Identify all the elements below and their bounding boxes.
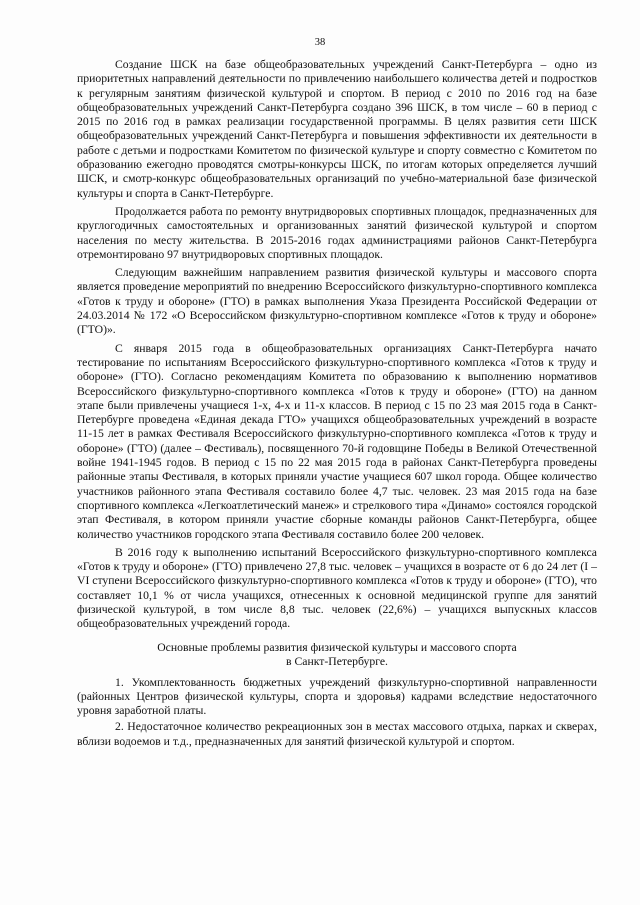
paragraph-gto-2015: С января 2015 года в общеобразовательных организациях Санкт-Петербурга начато тестирование по испытаниям Всероссийского физкультурно-спортивного комплекса «Готов к труду и обороне» (ГТО). Согласно рекомендациям Комитета по образованию к выполнению нормативов Всероссийского физкультурно-спортивного комплекса «Готов к труду и обороне» (ГТО) на данном этапе были привлечены учащиеся 1-х, 4-х и 11-х классов. В период с 15 по 23 мая 2015 года в Санкт-Петербурге проведена «Единая декада ГТО» учащихся общеобразовательных учреждений в возрасте 11-15 лет в рамках Фестиваля Всероссийского физкультурно-спортивного комплекса «Готов к труду и обороне» (ГТО) (далее – Фестиваль), посвященного 70-й годовщине Победы в Великой Отечественной войне 1941-1945 годов. В период с 15 по 22 мая 2015 года в районах Санкт-Петербурга проведены районные этапы Фестиваля, в которых приняли участие учащиеся 607 школ города. Общее количество участников районного этапа Фестиваля составило более 4,7 тыс. человек. 23 мая 2015 года на базе спортивного комплекса «Легкоатлетический манеж» и стрелкового тира «Динамо» состоялся городской этап Фестиваля, в котором приняли участие сборные команды районов Санкт-Петербурга, общее количество участников городского этапа Фестиваля составило более 200 человек. [77,341,597,541]
paragraph-shsk: Создание ШСК на базе общеобразовательных учреждений Санкт-Петербурга – одно из приоритетных направлений деятельности по привлечению наибольшего количества детей и подростков к регулярным занятиям физической культурой и спортом. В период с 2010 по 2016 год на базе общеобразовательных учреждений Санкт-Петербурга создано 396 ШСК, в том числе – 60 в период с 2015 по 2016 год в рамках реализации государственной программы. В целях развития сети ШСК общеобразовательных учреждений Санкт-Петербурга и повышения эффективности их деятельности в работе с детьми и подростками Комитетом по физической культуре и спорту совместно с Комитетом по образованию ежегодно проводятся смотры-конкурсы ШСК, по итогам которых определяется лучший ШСК, и смотр-конкурс общеобразовательных организаций по учебно-материальной базе физической культуры и спорта в Санкт-Петербурге. [77,58,597,200]
section-heading-line-1: Основные проблемы развития физической культуры и массового спорта [157,640,517,654]
problem-item-1: 1. Укомплектованность бюджетных учреждений физкультурно-спортивной направленности (районных Центров физической культуры, спорта и здоровья) кадрами вследствие недостаточного уровня заработной платы. [77,675,597,718]
paragraph-gto-2016: В 2016 году к выполнению испытаний Всероссийского физкультурно-спортивного комплекса «Готов к труду и обороне» (ГТО) привлечено 27,8 тыс. человек – учащихся в возрасте от 6 до 24 лет (I – VI ступени Всероссийского физкультурно-спортивного комплекса «Готов к труду и обороне» (ГТО), что составляет 10,1 % от числа учащихся, отнесенных к основной медицинской группе для занятий физической культурой, в том числе 8,8 тыс. человек (22,6%) – учащихся выпускных классов общеобразовательных учреждений города. [77,545,597,631]
paragraph-gto-direction: Следующим важнейшим направлением развития физической культуры и массового спорта является проведение мероприятий по внедрению Всероссийского физкультурно-спортивного комплекса «Готов к труду и обороне» (ГТО) в рамках выполнения Указа Президента Российской Федерации от 24.03.2014 № 172 «О Всероссийском физкультурно-спортивном комплексе «Готов к труду и обороне» (ГТО)». [77,266,597,337]
section-heading [77,641,597,670]
problem-item-2: 2. Недостаточное количество рекреационных зон в местах массового отдыха, парках и скверах, вблизи водоемов и т.д., предназначенных для занятий физической культурой и спортом. [77,720,597,748]
section-heading-line-2: в Санкт-Петербурге. [286,655,388,669]
paragraph-sports-grounds: Продолжается работа по ремонту внутридворовых спортивных площадок, предназначенных для круглогодичных самостоятельных и организованных занятий физической культурой и спортом населения по месту жительства. В 2015-2016 годах администрациями районов Санкт-Петербурга отремонтировано 97 внутридворовых спортивных площадок. [77,204,597,261]
document-body [77,58,597,751]
page-number: 38 [314,37,326,48]
